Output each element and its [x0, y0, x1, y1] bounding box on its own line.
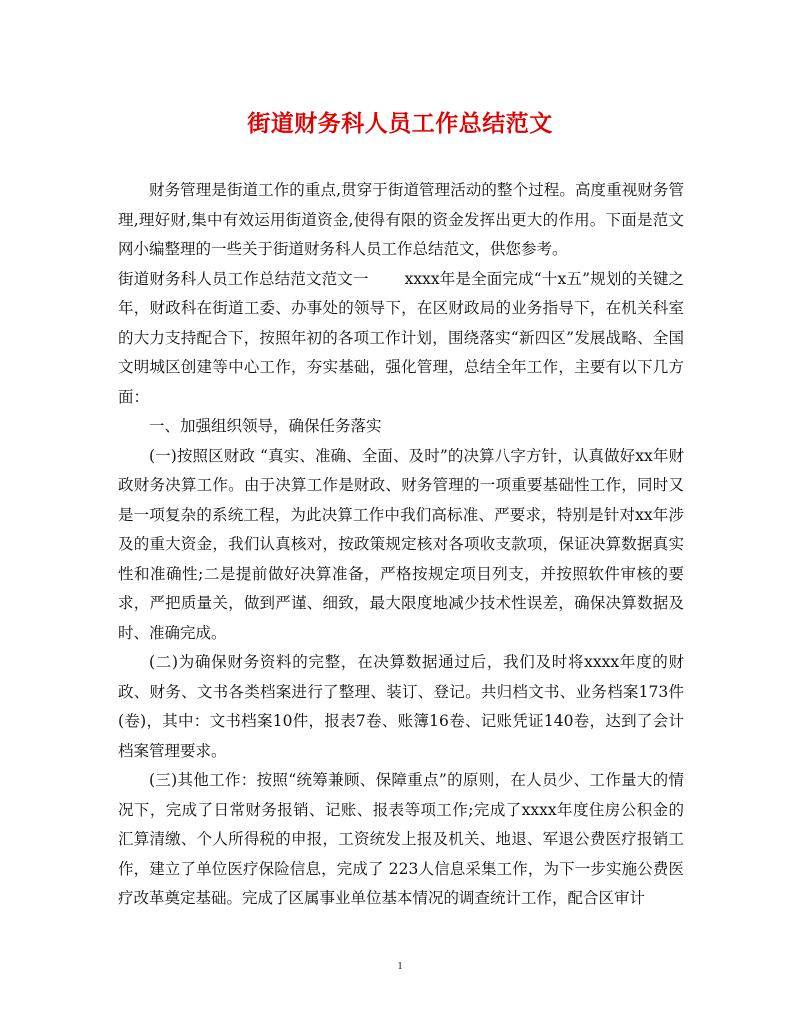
section-body: xxxx年是全面完成“十x五”规划的关键之年，财政科在街道工委、办事处的领导下，在区财政局的业务指导下，在机关科室的大力支持配合下，按照年初的各项工作计划，围绕落实“新四区”发展战略、全国文明城区创建等中心工作，夯实基础，强化管理，总结全年工作，主要有以下几方面：	[118, 269, 684, 406]
paragraph-3: (三)其他工作：按照“统筹兼顾、保障重点”的原则，在人员少、工作量大的情况下，完成了日常财务报销、记账、报表等项工作;完成了xxxx年度住房公积金的汇算清缴、个人所得税的申报，工资统发上报及机关、地退、军退公费医疗报销工作，建立了单位医疗保险信息，完成了 223人信息采集工作，为下一步实施公费医疗改革奠定基础。完成了区属事业单位基本情况的调查统计工作，配合区审计	[118, 771, 684, 907]
paragraph-2: (二)为确保财务资料的完整，在决算数据通过后，我们及时将xxxx年度的财政、财务、文书各类档案进行了整理、装订、登记。共归档文书、业务档案173件(卷)，其中：文书档案10件，报表7卷、账簿16卷、记账凭证140卷，达到了会计档案管理要求。	[118, 653, 684, 760]
intro-paragraph: 财务管理是街道工作的重点,贯穿于街道管理活动的整个过程。高度重视财务管理,理好财,集中有效运用街道资金,使得有限的资金发挥出更大的作用。下面是范文网小编整理的一些关于街道财务科人员工作总结范文，供您参考。	[118, 181, 684, 258]
heading-1: 一、加强组织领导，确保任务落实	[149, 417, 382, 435]
document-title: 街道财务科人员工作总结范文	[247, 110, 553, 137]
section-paragraph	[118, 265, 684, 413]
document-body	[118, 176, 684, 914]
page-number: 1	[397, 960, 403, 972]
paragraph-1: (一)按照区财政 “真实、准确、全面、及时”的决算八字方针，认真做好xx年财政财务决算工作。由于决算工作是财政、财务管理的一项重要基础性工作，同时又是一项复杂的系统工程，为此决算工作中我们高标准、严要求，特别是针对xx年涉及的重大资金，我们认真核对，按政策规定核对各项收支款项，保证决算数据真实性和准确性;二是提前做好决算准备，严格按规定项目列支，并按照软件审核的要求，严把质量关，做到严谨、细致，最大限度地减少技术性误差，确保决算数据及时、准确完成。	[118, 446, 684, 642]
section-label: 街道财务科人员工作总结范文范文一	[118, 269, 369, 288]
